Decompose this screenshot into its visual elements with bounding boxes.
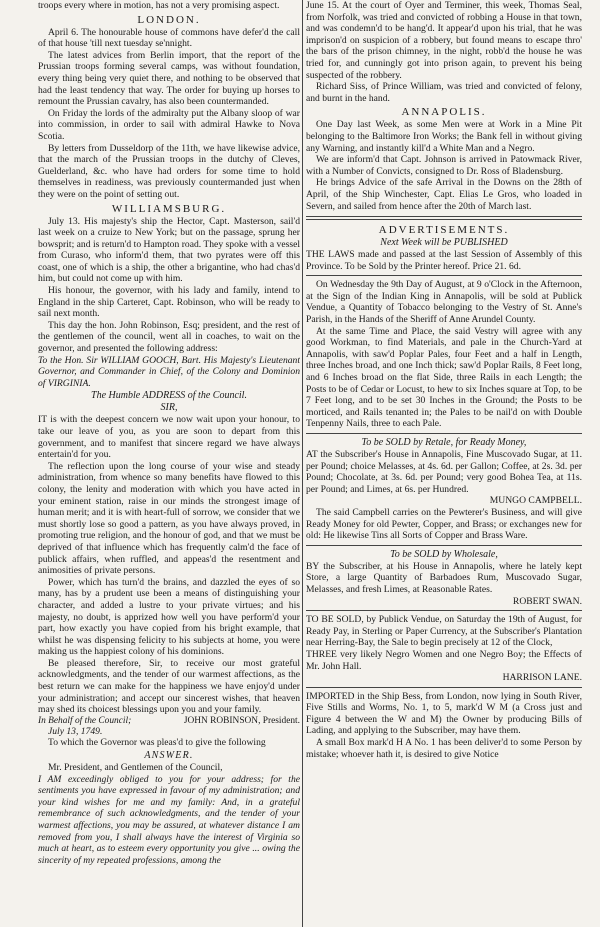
vestry-advert: At the same Time and Place, the said Vestry will agree with any good Workman, to find Materials, and pale in the Church-Yard at Annapolis, with saw'd Poplar Pales, four Feet and a half in Length, three Inches broad, and one Inch thick; saw'd Poplar Rails, 8 Feet long, and 6 Inches broad on the flat Side, three Rails in each Length; the Posts to be of Cedar or Locust, to hew to six Inches square at Top, to be 7 Feet long, and to be set 30 Inches in the Ground; the Posts to be morticed, and Rails tenanted in; the Pales to be nail'd on with Double Tenpenny Nails, three to each Pale. — [306, 325, 582, 430]
london-april6-paragraph: April 6. The honourable house of commons have defer'd the call of that house 'till next tuesday se'nnight. — [38, 26, 300, 50]
swan-advert: BY the Subscriber, at his House in Annapolis, where he lately kept Store, a large Quantity of Barbadoes Rum, Muscovado Sugar, Melasses, and fresh Limes, at Reasonable Rates. — [306, 560, 582, 595]
advert-divider — [306, 610, 582, 611]
campbell-advert: AT the Subscriber's House in Annapolis, Fine Muscovado Sugar, at 11. per Pound; choice Melasses, at 4s. 6d. per Gallon; Coffee, at 2s. 3d. per Pound; Chocolate, at 3s. 6d. per Pound; very good Bohea Tea, at 11s. per Pound; and Limes, at 6s. per Hundred. — [306, 449, 582, 495]
admiralty-paragraph: On Friday the lords of the admiralty put the Albany sloop of war into commission, in order to sail with admiral Hawke to Nova Scotia. — [38, 107, 300, 142]
advertisements-heading: ADVERTISEMENTS. — [378, 224, 510, 237]
annapolis-heading: ANNAPOLIS. — [401, 106, 487, 119]
address-paragraph-1: IT is with the deepest concern we now wait upon your honour, to take our leave of you, as you are soon to depart from this government, and to manifest that sincere regard we have always entertain'd for you. — [38, 414, 300, 461]
capt-johnson-paragraph: We are inform'd that Capt. Johnson is arrived in Patowmack River, with a Number of Convicts, consigned to Dr. Ross of Bladensburg. — [306, 154, 582, 177]
signature-president: JOHN ROBINSON, President. — [183, 715, 300, 726]
advert-divider — [306, 687, 582, 688]
prince-william-paragraph: Richard Siss, of Prince William, was tried and convicted of felony, and burnt in the hand. — [306, 81, 582, 104]
retail-heading: To be SOLD by Retale, for Ready Money, — [361, 437, 527, 448]
address-paragraph-4: Be pleased therefore, Sir, to receive our most grateful acknowledgments, and the tender of our warmest affections, as the best return we can make for the happiness we have enjoy'd under your administration; and accept our sincerest wishes, that heaven may shed its choicest blessings upon you and your family. — [38, 657, 300, 716]
advert-divider — [306, 275, 582, 276]
laws-advert: THE LAWS made and passed at the last Session of Assembly of this Province. To be Sold by the Printer hereof. Price 21. 6d. — [306, 249, 582, 272]
box-advert: A small Box mark'd H A No. 1 has been deliver'd to some Person by mistake; whoever hath it, is desired to give Notice — [306, 737, 582, 760]
swan-signature: ROBERT SWAN. — [512, 595, 582, 607]
signature-behalf: In Behalf of the Council; — [38, 715, 132, 726]
address-recipient: To the Hon. Sir WILLIAM GOOCH, Bart. His Majesty's Lieutenant Governor, and Commander in Chief, of the Colony and Dominion of VIRGINIA. — [38, 354, 300, 389]
winchester-paragraph: He brings Advice of the safe Arrival in the Downs on the 28th of April, of the Ship Winchester, Capt. Elias Le Gros, who loaded in Severn, and sailed from hence after the 20th of March last. — [306, 177, 582, 212]
governor-paragraph: His honour, the governor, with his lady and family, intend to England in the ship Carteret, Capt. Robinson, who will be ready to sail next month. — [38, 285, 300, 320]
berlin-paragraph: The latest advices from Berlin import, that the report of the Prussian troops forming several camps, was without foundation, every thing being very quiet there, and nothing to be observed that had the least tendency that way. The order for buying up horses to remount the Prussian cavalry, has also been countermanded. — [38, 49, 300, 108]
next-week-heading: Next Week will be PUBLISHED — [380, 237, 508, 249]
address-salutation: SIR, — [160, 402, 178, 414]
wholesale-heading: To be SOLD by Wholesale, — [390, 548, 498, 560]
july13-paragraph: July 13. His majesty's ship the Hector, Capt. Masterson, sail'd last week on a cruize to New York; but on the passage, sprung her bowsprit; and is return'd to Hampton road. They spoke with a vessel from Curaso, who inform'd them, that two pyrates were off this coast, one of which is a ship, the other a brigantine, who had chas'd him, but could not come up with him. — [38, 215, 300, 285]
right-column — [306, 0, 582, 927]
intro-paragraph: troops every where in motion, has not a very promising aspect. — [38, 0, 280, 11]
address-title: The Humble ADDRESS of the Council. — [91, 390, 247, 402]
bess-advert: IMPORTED in the Ship Bess, from London, now lying in South River, Five Stills and Worms, No. 1, to 5, mark'd W M (a Cross just and Figure 4 between the W and M) the Owner by producing Bills of Lading, and applying to the Subscriber, may have them. — [306, 690, 582, 737]
council-paragraph: This day the hon. John Robinson, Esq; president, and the rest of the gentlemen of the council, went all in coaches, to wait on the governor, and presented the following address: — [38, 319, 300, 355]
answer-paragraph: I AM exceedingly obliged to you for your address; for the sentiments you have expressed in favour of my administration; and your kind wishes for me and my family: And, in a grateful remembrance of such acknowledgments, and the tender of your warmest affections, you may be assured, at whatever distance I am removed from you, I shall always have the interest of Virginia so much at heart, as to esteem every opportunity you give ... owing the sincerity of my repeated professions, among the — [38, 773, 300, 866]
lane-sale-heading: TO BE SOLD, by Publick Vendue, on Saturday the 19th of August, for Ready Pay, in Sterling or Paper Currency, at the Subscriber's Plantation near Herring-Bay, the Sale to begin precisely at 12 of the Clock, — [306, 614, 582, 649]
advertisements-rule — [306, 216, 582, 220]
address-signature — [38, 716, 300, 726]
answer-heading: ANSWER. — [144, 750, 194, 762]
address-paragraph-2: The reflection upon the long course of your wise and steady administration, from whence so many benefits have flowed to this colony, the lenity and moderation with which you have acted in your eminent station, raise in our minds the strongest image of human merit; and it is with heart-full of sorrow, we consider that we must shortly lose so good a pattern, as you have always proved, in promoting true religion, and the honour of god, and that we must be deprived of that influence which has frequently calm'd the face of publick affairs, when ruffled, and appeas'd the resentment and animosities of private persons. — [38, 460, 300, 577]
address-date: July 13, 1749. — [48, 725, 103, 737]
advert-divider — [306, 545, 582, 546]
campbell-signature: MUNGO CAMPBELL. — [489, 495, 582, 507]
advert-divider — [306, 433, 582, 434]
left-column — [38, 0, 300, 927]
lane-signature: HARRISON LANE. — [502, 672, 582, 684]
oyer-terminer-paragraph: June 15. At the court of Oyer and Terminer, this week, Thomas Seal, from Norfolk, was tried and convicted of robbing a House in that town, and was condemn'd to be hang'd. It appear'd upon his trial, that he was imprison'd on suspicion of a robbery, but found means to escape thro' the bars of the prison chimney, in the night, robb'd the house he was tried for, and cunningly got into prison again, to prevent his being suspected of the robbery. — [306, 0, 582, 81]
campbell-advert-2: The said Campbell carries on the Pewterer's Business, and will give Ready Money for old Pewter, Copper, and Brass; or exchanges new for old: He likewise Tins all Sorts of Copper and Brass Ware. — [306, 506, 582, 542]
mine-pit-paragraph: One Day last Week, as some Men were at Work in a Mine Pit belonging to the Baltimore Iron Works; the Bank fell in without giving any Warning, and instantly kill'd a White Man and a Negro. — [306, 119, 582, 154]
dusseldorp-paragraph: By letters from Dusseldorp of the 11th, we have likewise advice, that the march of the Prussian troops in the dutchy of Cleves, Guelderland, &c. who have had orders for some time to hold themselves in readiness, was previously countermanded just when they were on the point of setting out. — [38, 142, 300, 200]
tobacco-vendue-advert: On Wednesday the 9th Day of August, at 9 o'Clock in the Afternoon, at the Sign of the Indian King in Annapolis, will be sold at Publick Vendue, a Quantity of Tobacco belonging to the Vestry of St. Anne's Parish, in the Hands of the Sheriff of Anne Arundel County. — [306, 279, 582, 326]
column-rule — [302, 0, 303, 927]
london-heading: LONDON. — [137, 13, 201, 26]
answer-salutation: Mr. President, and Gentlemen of the Council, — [48, 762, 223, 774]
williamsburg-heading: WILLIAMSBURG. — [111, 202, 227, 215]
lane-advert: THREE very likely Negro Women and one Negro Boy; the Effects of Mr. John Hall. — [306, 648, 582, 672]
reply-intro: To which the Governor was pleas'd to give the following — [48, 737, 266, 749]
address-paragraph-3: Power, which has turn'd the brains, and dazzled the eyes of so many, has by a prudent use been a means of distinguishing your character, and added a lustre to your private virtues; and his majesty, no doubt, is apprized how well you have perform'd your part, how exactly you have copied from his bright example, that whilst he was dispensing felicity to his subjects at home, you were making us the happiest colony of his dominions. — [38, 576, 300, 658]
